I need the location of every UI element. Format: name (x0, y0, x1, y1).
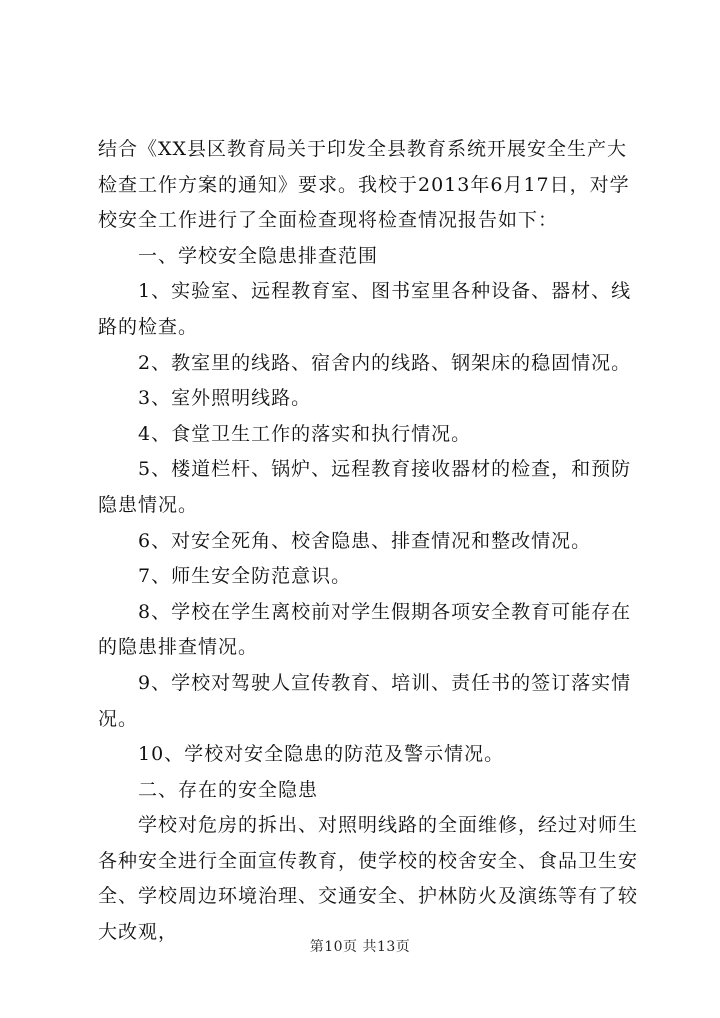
list-item: 10、学校对安全隐患的防范及警示情况。 (138, 743, 505, 766)
list-item: 9、学校对驾驶人宣传教育、培训、责任书的签订落实情况。 (98, 671, 632, 730)
section-heading-scope: 一、学校安全隐患排查范围 (138, 244, 379, 267)
section-heading-hazards: 二、存在的安全隐患 (138, 778, 319, 801)
list-item: 5、楼道栏杆、锅炉、远程教育接收器材的检查，和预防隐患情况。 (98, 458, 632, 516)
list-item: 4、食堂卫生工作的落实和执行情况。 (138, 422, 472, 445)
list-item: 1、实验室、远程教育室、图书室里各种设备、器材、线路的检查。 (98, 280, 632, 338)
body-paragraph: 学校对危房的拆出、对照明线路的全面维修，经过对师生各种安全进行全面宣传教育，使学校的校舍安全、食品卫生安全、学校周边环境治理、交通安全、护林防火及演练等有了较大改观， (98, 814, 639, 944)
list-item: 8、学校在学生离校前对学生假期各项安全教育可能存在的隐患排查情况。 (98, 600, 632, 659)
list-item: 6、对安全死角、校舍隐患、排查情况和整改情况。 (138, 529, 592, 552)
list-item: 3、室外照明线路。 (138, 387, 312, 410)
document-body (98, 132, 638, 951)
intro-paragraph: 结合《XX县区教育局关于印发全县教育系统开展安全生产大检查工作方案的通知》要求。我校于2013年6月17日，对学校安全工作进行了全面检查现将检查情况报告如下： (98, 138, 630, 232)
page-footer: 第10页 共13页 (309, 939, 411, 955)
list-item: 2、教室里的线路、宿舍内的线路、钢架床的稳固情况。 (138, 351, 632, 374)
list-item: 7、师生安全防范意识。 (138, 565, 352, 588)
